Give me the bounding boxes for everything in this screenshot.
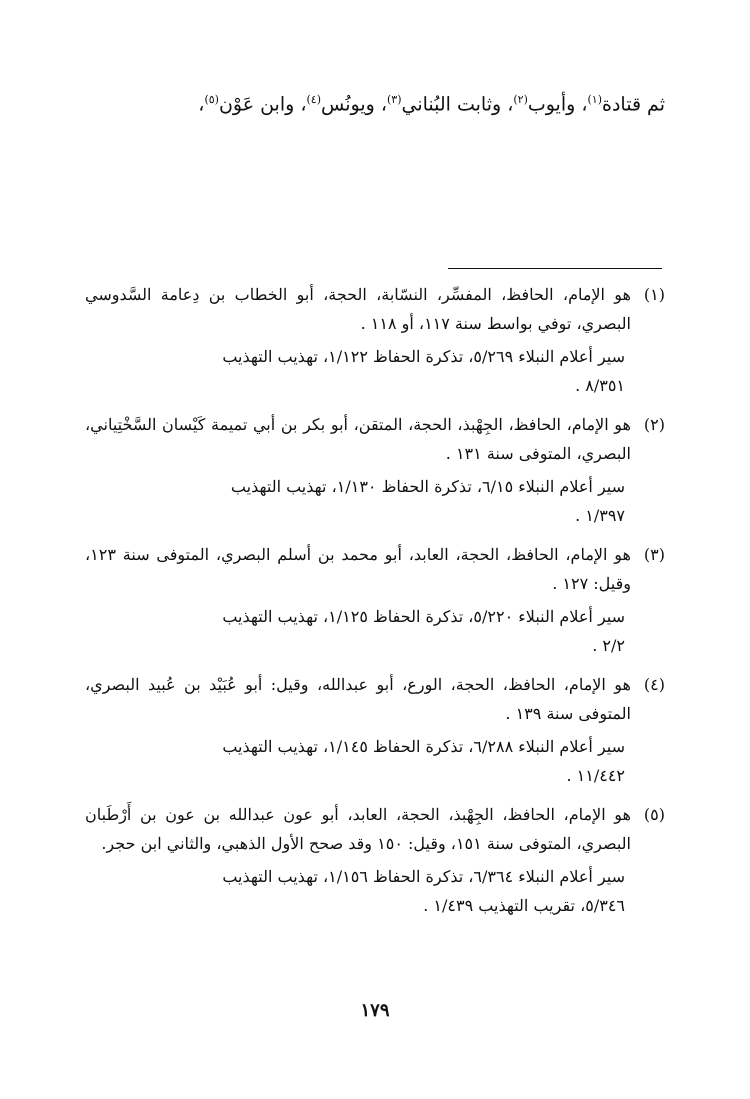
footnote-number: (١) [643, 285, 665, 304]
main-text-segment: ، وابن عَوْن [218, 93, 307, 116]
footnote-source-cont: ٨/٣٥١ . [575, 376, 625, 395]
footnote-source-text: سير أعلام النبلاء ٦/٢٨٨، تذكرة الحفاظ ١/١٤٥، تهذيب التهذيب [222, 737, 625, 756]
footnote-ref[interactable]: (١) [587, 93, 602, 106]
footnote-source [85, 862, 631, 920]
footnote-body: هو الإمام، الحافظ، الجِهْبذ، الحجة، المتقن، أبو بكر بن أبي تميمة كَيْسان السَّخْتِياني، البصري، المتوفى سنة ١٣١ . [85, 415, 631, 463]
footnote-source-cont: ٢/٢ . [592, 636, 625, 655]
footnote-5 [85, 800, 665, 920]
footnote-source [85, 472, 631, 530]
footnotes-section [85, 280, 665, 930]
footnote-source-text: سير أعلام النبلاء ٥/٢٦٩، تذكرة الحفاظ ١/١٢٢، تهذيب التهذيب [222, 347, 625, 366]
footnote-source [85, 602, 631, 660]
footnote-body: هو الإمام، الحافظ، الجِهْبذ، الحجة، العابد، أبو عون عبدالله بن عون بن أَرْطَبان البصري، المتوفى سنة ١٥١، وقيل: ١٥٠ وقد صحح الأول الذهبي، والثاني ابن حجر. [85, 805, 631, 853]
footnote-3 [85, 540, 665, 660]
footnote-2 [85, 410, 665, 530]
footnote-body: هو الإمام، الحافظ، الحجة، الورع، أبو عبدالله، وقيل: أبو عُبَيْد بن عُبيد البصري، المتوفى سنة ١٣٩ . [85, 675, 631, 723]
footnote-source [85, 342, 631, 400]
footnote-ref[interactable]: (٢) [513, 93, 528, 106]
footnote-ref[interactable]: (٣) [386, 93, 402, 106]
footnote-source-cont: ١١/٤٤٢ . [566, 766, 625, 785]
footnote-number: (٢) [643, 415, 665, 434]
footnote-source-cont: ٥/٣٤٦، تقريب التهذيب ١/٤٣٩ . [423, 896, 625, 915]
footnote-body: هو الإمام، الحافظ، الحجة، العابد، أبو محمد بن أسلم البصري، المتوفى سنة ١٢٣، وقيل: ١٢٧ . [85, 545, 631, 593]
main-text-segment: ثم قتادة [602, 93, 665, 116]
footnote-source-text: سير أعلام النبلاء ٦/١٥، تذكرة الحفاظ ١/١٣٠، تهذيب التهذيب [230, 477, 625, 496]
main-text-segment: ، ويونُس [321, 93, 387, 116]
footnote-source-cont: ١/٣٩٧ . [575, 506, 625, 525]
main-text-line [65, 80, 665, 124]
page-number: ١٧٩ [360, 1000, 390, 1021]
main-text-segment: ، وأيوب [527, 93, 588, 116]
footnote-number: (٤) [643, 675, 665, 694]
footnote-ref[interactable]: (٤) [306, 93, 321, 106]
footnote-number: (٣) [643, 545, 665, 564]
footnote-1 [85, 280, 665, 400]
footnote-ref[interactable]: (٥) [204, 93, 219, 106]
footnote-source-text: سير أعلام النبلاء ٥/٢٢٠، تذكرة الحفاظ ١/١٢٥، تهذيب التهذيب [222, 607, 625, 626]
footnote-source-text: سير أعلام النبلاء ٦/٣٦٤، تذكرة الحفاظ ١/١٥٦، تهذيب التهذيب [222, 867, 625, 886]
footnote-separator [448, 268, 662, 269]
footnote-4 [85, 670, 665, 790]
footnote-source [85, 732, 631, 790]
footnote-body: هو الإمام، الحافظ، المفسِّر، النسّابة، الحجة، أبو الخطاب بن دِعامة السَّدوسي البصري، توفي بواسط سنة ١١٧، أو ١١٨ . [85, 285, 631, 333]
main-text-segment: ، [198, 93, 205, 116]
main-text-segment: ، وثابت البُناني [401, 93, 514, 116]
footnote-number: (٥) [643, 805, 665, 824]
